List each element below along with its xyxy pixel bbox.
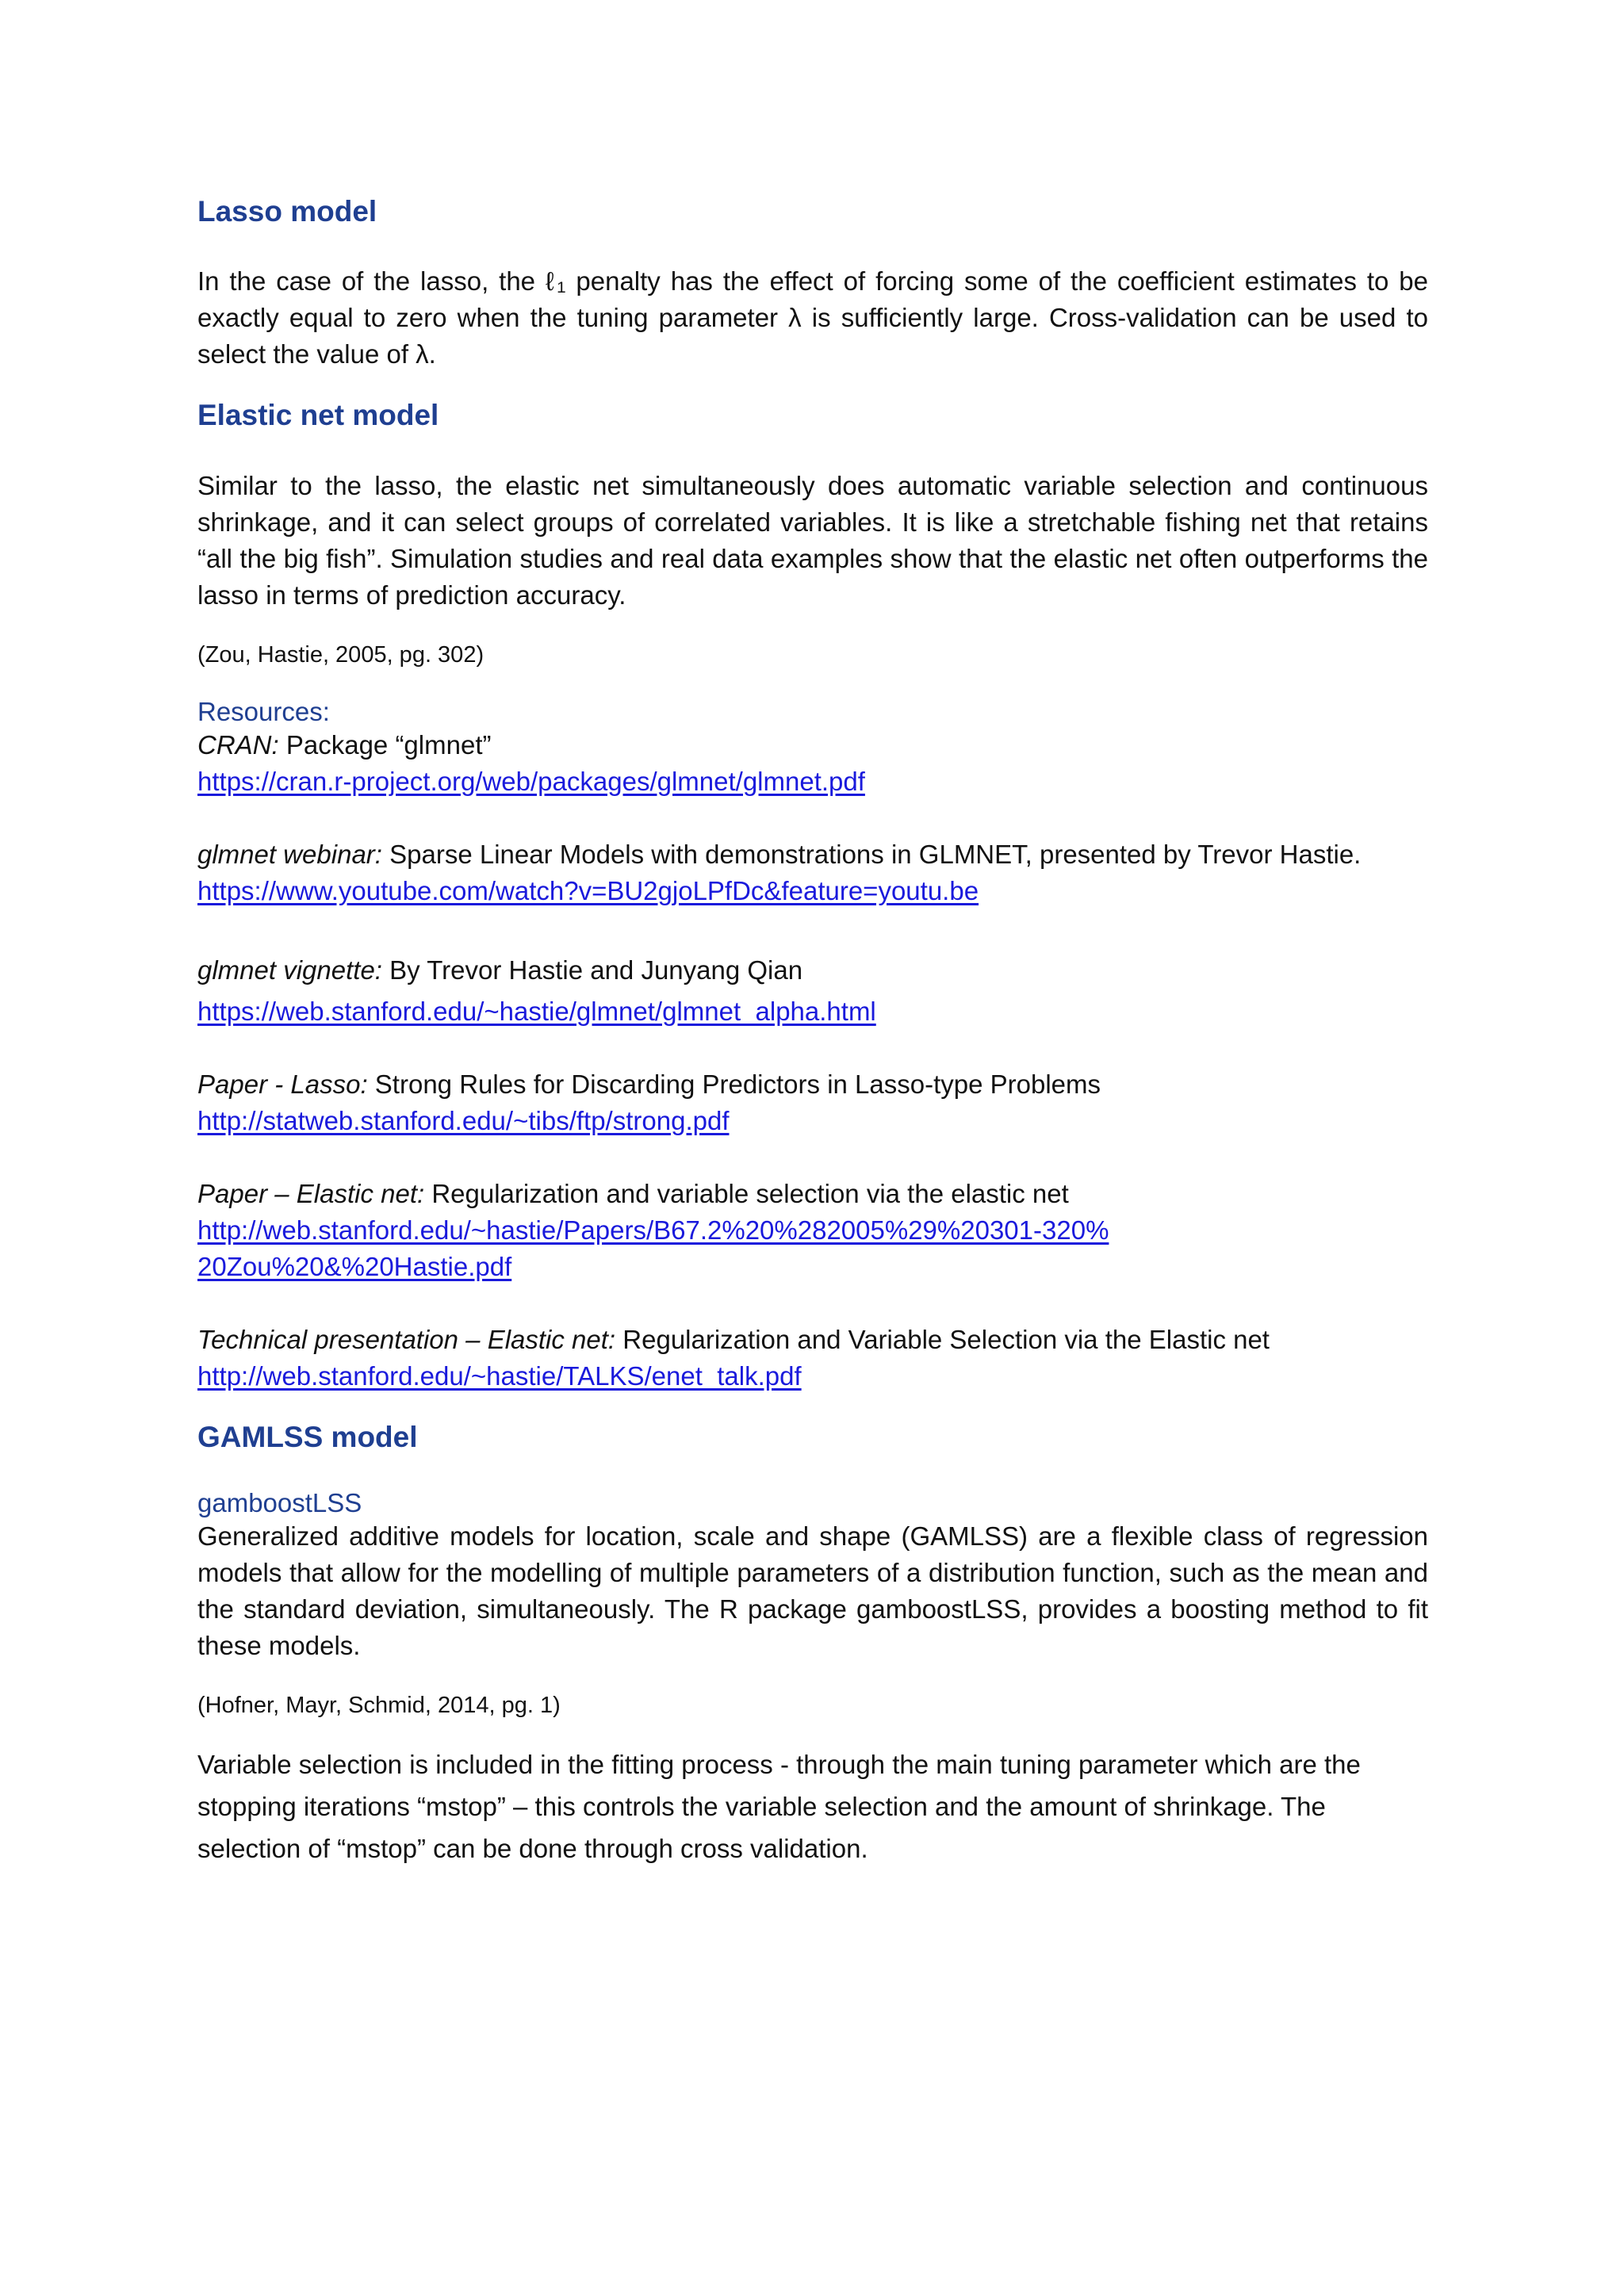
resources-heading: Resources: [197, 696, 330, 726]
resource-item-paper-lasso [197, 1066, 1428, 1139]
resource-text: Regularization and Variable Selection via the Elastic net [615, 1325, 1270, 1355]
gamlss-heading: GAMLSS model [197, 1421, 418, 1454]
resource-text: By Trevor Hastie and Junyang Qian [381, 955, 803, 985]
resource-item-paper-elastic [197, 1176, 1428, 1285]
resource-item-vignette [197, 952, 1428, 1030]
paper-elastic-link[interactable]: http://web.stanford.edu/~hastie/Papers/B67.2%20%282005%29%20301-320%20Zou%20&%20Hastie.pdf [197, 1215, 1109, 1282]
resource-text: Sparse Linear Models with demonstrations in GLMNET, presented by Trevor Hastie. [381, 840, 1362, 870]
resource-label: Paper – Elastic net: [197, 1179, 425, 1209]
resource-label: glmnet vignette: [197, 955, 382, 985]
resource-label: Technical presentation – Elastic net: [197, 1325, 616, 1355]
lasso-heading: Lasso model [197, 195, 377, 228]
resource-item-webinar [197, 836, 1428, 909]
resource-label: CRAN: [197, 730, 279, 760]
lasso-body: In the case of the lasso, the ℓ₁ penalty has the effect of forcing some of the coefficient estimates to be exactly equal to zero when the tuning parameter λ is sufficiently large. Cross-validation can be used to select the value of λ. [197, 266, 1428, 369]
resource-item-cran [197, 727, 1428, 800]
elastic-citation: (Zou, Hastie, 2005, pg. 302) [197, 641, 485, 668]
resource-text: Regularization and variable selection via the elastic net [424, 1179, 1069, 1209]
gamlss-subheading: gamboostLSS [197, 1487, 362, 1517]
gamlss-citation: (Hofner, Mayr, Schmid, 2014, pg. 1) [197, 1693, 561, 1719]
gamlss-body: Generalized additive models for location, scale and shape (GAMLSS) are a flexible class of regression models that allow for the modelling of multiple parameters of a distribution function, such as the mean and the standard deviation, simultaneously. The R package gamboostLSS, provides a boosting method to fit these models. [197, 1521, 1428, 1661]
elastic-heading: Elastic net model [197, 399, 439, 432]
resource-text: Strong Rules for Discarding Predictors in Lasso-type Problems [367, 1070, 1101, 1100]
resource-label: glmnet webinar: [197, 840, 382, 870]
elastic-body: Similar to the lasso, the elastic net simultaneously does automatic variable selection and continuous shrinkage, and it can select groups of correlated variables. It is like a stretchable fishing net that retains “all the big fish”. Simulation studies and real data examples show that the elastic net often outperforms the lasso in terms of prediction accuracy. [197, 470, 1428, 610]
paper-lasso-link[interactable]: http://statweb.stanford.edu/~tibs/ftp/strong.pdf [197, 1106, 730, 1136]
resource-label: Paper - Lasso: [197, 1070, 368, 1100]
cran-link[interactable]: https://cran.r-project.org/web/packages/glmnet/glmnet.pdf [197, 767, 865, 797]
gamlss-body-2: Variable selection is included in the fitting process - through the main tuning parameter which are the stopping iterations “mstop” – this controls the variable selection and the amount of shrinkage. The selection of “mstop” can be done through cross validation. [197, 1750, 1361, 1864]
technical-presentation-link[interactable]: http://web.stanford.edu/~hastie/TALKS/enet_talk.pdf [197, 1361, 802, 1391]
document-page [197, 194, 1428, 1869]
resource-item-technical-presentation [197, 1322, 1428, 1395]
resource-text: Package “glmnet” [278, 730, 492, 760]
vignette-link[interactable]: https://web.stanford.edu/~hastie/glmnet/glmnet_alpha.html [197, 997, 876, 1027]
webinar-link[interactable]: https://www.youtube.com/watch?v=BU2gjoLPfDc&feature=youtu.be [197, 876, 979, 906]
